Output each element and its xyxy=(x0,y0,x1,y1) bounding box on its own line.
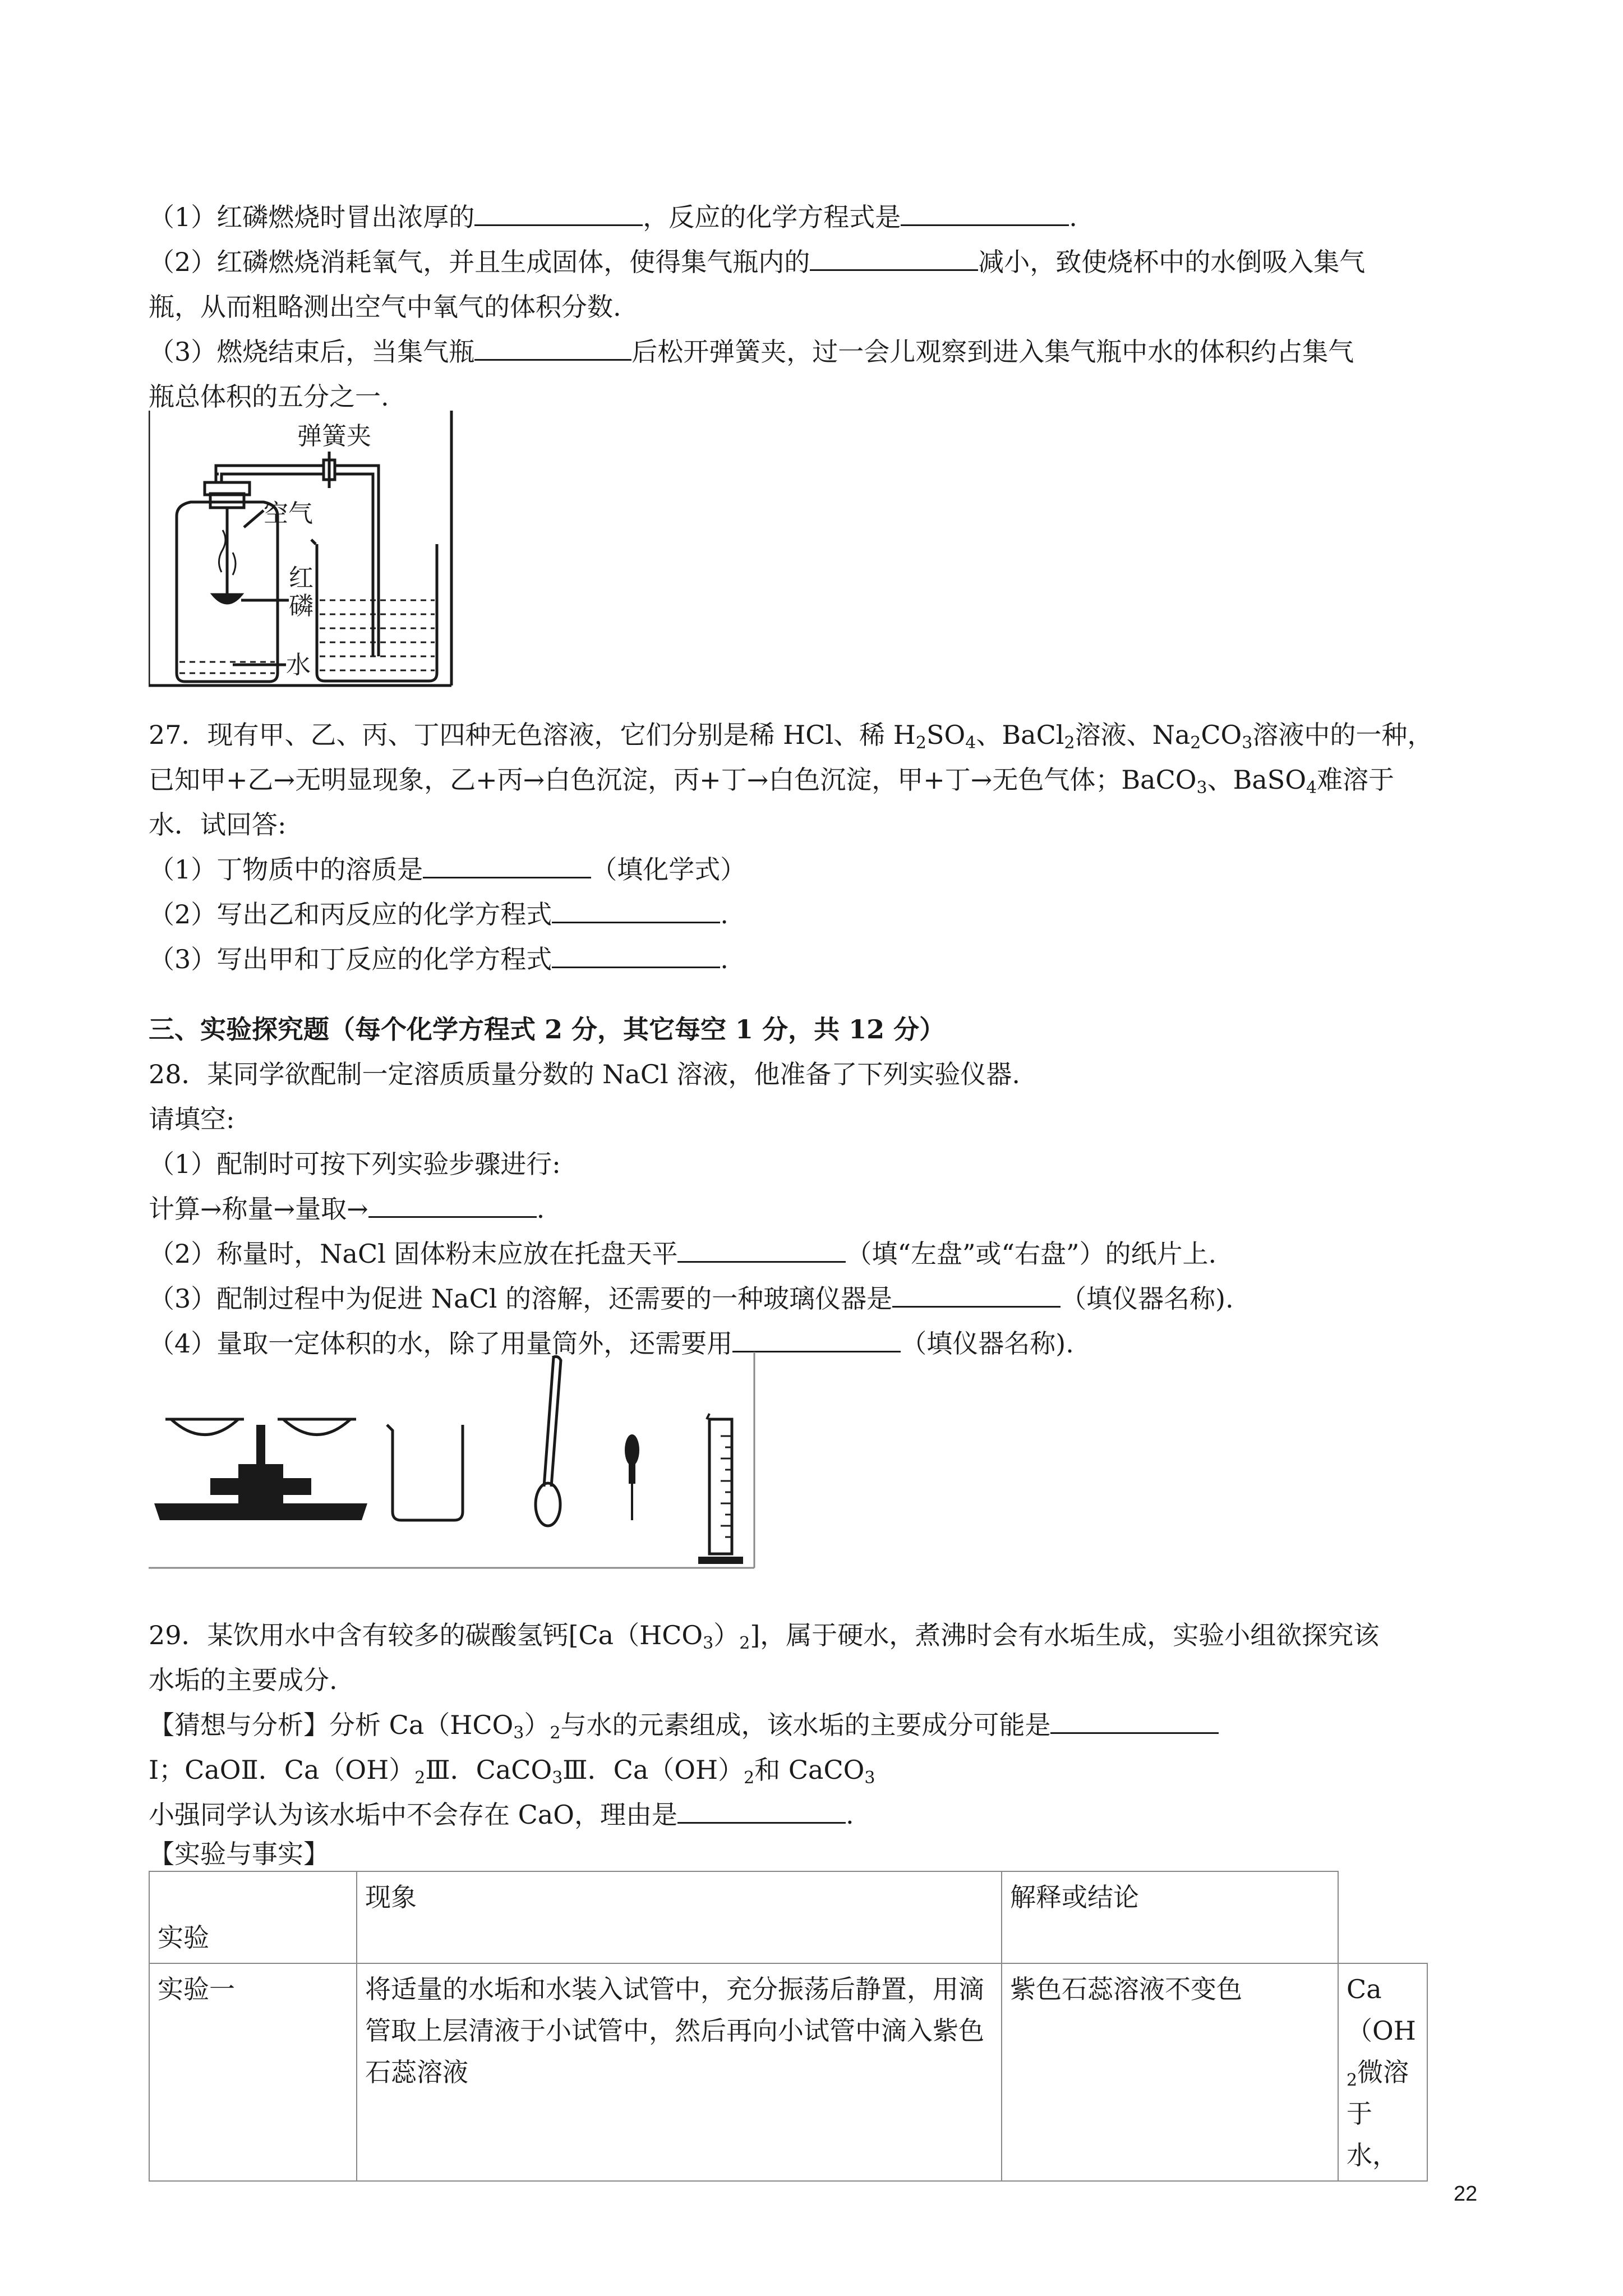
water-label: 水 xyxy=(286,651,311,679)
header-phenomenon: 现象 xyxy=(357,1871,1002,1963)
q28-part3: （3）配制过程中为促进 NaCl 的溶解，还需要的一种玻璃仪器是 （填仪器名称). xyxy=(149,1276,1234,1321)
medicine-spoon-icon xyxy=(536,1356,561,1526)
q27-intro-line3: 水．试回答: xyxy=(149,809,287,840)
header-experiment: 实验 xyxy=(149,1871,357,1963)
row1-phenomenon: 将适量的水垢和水装入试管中，充分振荡后静置，用滴 管取上层清液于小试管中，然后再向小试管中滴入紫色 石蕊溶液 xyxy=(357,1963,1002,2181)
q26-part3: （3）燃烧结束后，当集气瓶 后松开弹簧夹，过一会儿观察到进入集气瓶中水的体积约占集气 xyxy=(149,329,1354,374)
answer-blank[interactable] xyxy=(474,333,631,361)
balance-icon xyxy=(154,1419,367,1520)
q26-part2: （2）红磷燃烧消耗氧气，并且生成固体，使得集气瓶内的 减小，致使烧杯中的水倒吸入集气 xyxy=(149,240,1365,284)
section3-heading: 三、实验探究题（每个化学方程式 2 分，其它每空 1 分，共 12 分） xyxy=(149,1014,946,1045)
q29-intro-line1: 29．某饮用水中含有较多的碳酸氢钙$[Ca(HCO_3)_2]$，属于硬水，煮沸时会有水垢生成，实验小组欲探究该 xyxy=(149,1620,1380,1653)
page-number: 22 xyxy=(1454,2182,1478,2206)
experiment-table xyxy=(149,1871,1428,2182)
phosphorus-label-2: 磷 xyxy=(289,592,313,620)
q26-part3-cont: 瓶总体积的五分之一. xyxy=(149,381,389,412)
answer-blank[interactable] xyxy=(732,1325,901,1352)
answer-blank[interactable] xyxy=(901,199,1069,226)
q26-part2-cont: 瓶，从而粗略测出空气中氧气的体积分数. xyxy=(149,292,621,322)
q27-intro-line1: 27．现有甲、乙、丙、丁四种无色溶液，它们分别是稀 HCl、稀 $H_2SO_4$、BaCl$_2$溶液、$Na_2CO_3$溶液中的一种， xyxy=(149,720,1433,753)
q27-part2: （2）写出乙和丙反应的化学方程式 . xyxy=(149,892,728,937)
q26-part1: （1）红磷燃烧时冒出浓厚的 ，反应的化学方程式是 . xyxy=(149,195,1077,240)
q27-intro-line2: 已知甲+乙→无明显现象，乙+丙→白色沉淀，丙+丁→白色沉淀，甲+丁→无色气体；BaCO$_3$、BaSO$_4$难溶于 xyxy=(149,765,1395,798)
q27-part1: （1）丁物质中的溶质是 （填化学式） xyxy=(149,847,746,892)
header-explanation: 解释或结论 xyxy=(1002,1871,1338,1963)
header-extra xyxy=(1338,1871,1427,1963)
clip-label: 弹簧夹 xyxy=(297,422,371,450)
answer-blank[interactable] xyxy=(423,851,591,878)
row1-extra: Ca（OH $_2$微溶 于水， xyxy=(1338,1963,1427,2181)
q29-facts-heading: 【实验与事实】 xyxy=(149,1839,329,1869)
q28-part2: （2）称量时，NaCl 固体粉末应放在托盘天平 （填“左盘”或“右盘”）的纸片上. xyxy=(149,1231,1216,1276)
answer-blank[interactable] xyxy=(552,941,720,968)
table-header-row xyxy=(149,1871,1427,1963)
q28-part4: （4）量取一定体积的水，除了用量筒外，还需要用 （填仪器名称). xyxy=(149,1321,1074,1366)
answer-blank[interactable] xyxy=(552,896,720,923)
answer-blank[interactable] xyxy=(1050,1706,1219,1734)
q29-guess: 【猜想与分析】分析 $Ca(HCO_3)_2$与水的元素组成，该水垢的主要成分可能是 xyxy=(149,1703,1219,1747)
answer-blank[interactable] xyxy=(677,1235,846,1263)
lab-instruments-figure xyxy=(149,1352,760,1571)
q27-part3: （3）写出甲和丁反应的化学方程式 . xyxy=(149,937,728,982)
q29-options: Ⅰ；CaOⅡ．$Ca(OH)_2Ⅲ$．CaCO$_3$Ⅲ．$Ca(OH)_2$和 CaCO$_3$ xyxy=(149,1755,875,1788)
q29-intro-line2: 水垢的主要成分. xyxy=(149,1665,338,1695)
q29-reason: 小强同学认为该水垢中不会存在 CaO，理由是 . xyxy=(149,1792,854,1837)
row1-explanation: 紫色石蕊溶液不变色 xyxy=(1002,1963,1338,2181)
air-label: 空气 xyxy=(264,500,313,527)
dropper-icon xyxy=(625,1434,639,1520)
graduated-cylinder-icon xyxy=(698,1414,743,1564)
answer-blank[interactable] xyxy=(677,1796,846,1824)
table-row xyxy=(149,1963,1427,2181)
answer-blank[interactable] xyxy=(368,1190,537,1218)
q28-part1: （1）配制时可按下列实验步骤进行: xyxy=(149,1149,561,1179)
q28-intro: 28．某同学欲配制一定溶质质量分数的 NaCl 溶液，他准备了下列实验仪器. xyxy=(149,1059,1020,1089)
answer-blank[interactable] xyxy=(810,243,978,271)
q28-steps: 计算→称量→量取→ . xyxy=(149,1186,545,1231)
answer-blank[interactable] xyxy=(892,1280,1061,1308)
beaker-icon xyxy=(387,1425,463,1520)
answer-blank[interactable] xyxy=(474,199,643,226)
q28-fill: 请填空: xyxy=(149,1104,235,1134)
phosphorus-apparatus-figure xyxy=(149,409,457,690)
phosphorus-label-1: 红 xyxy=(289,564,313,592)
row1-experiment: 实验一 xyxy=(149,1963,357,2181)
